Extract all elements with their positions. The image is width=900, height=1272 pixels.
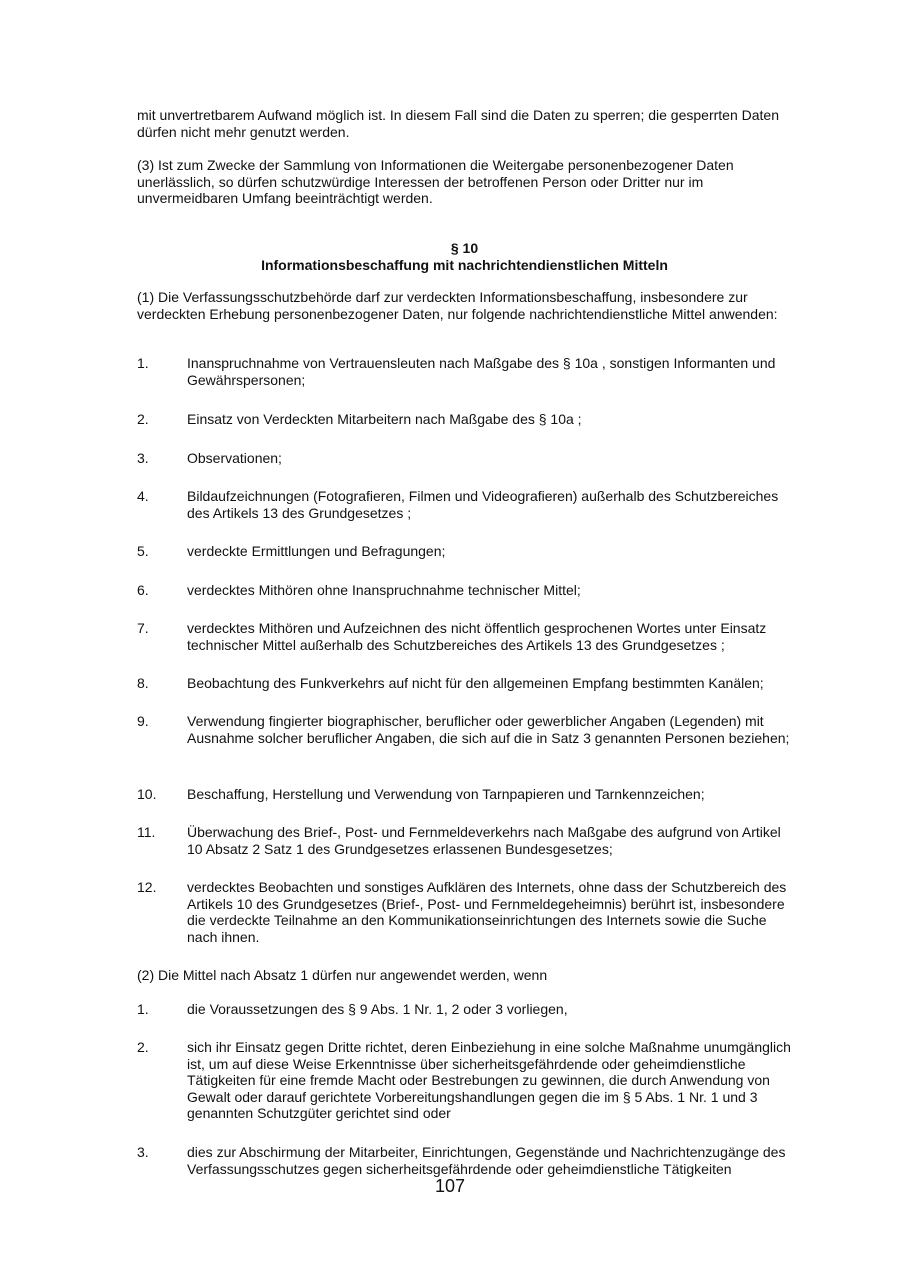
list-item-number: 11.	[137, 824, 156, 840]
list-item-number: 3.	[137, 450, 149, 466]
list-item-number: 7.	[137, 620, 149, 636]
list-item-text: Bildaufzeichnungen (Fotografieren, Filmen und Videografieren) außerhalb des Schutzbereiches des Artikels 13 des Grundgesetzes ;	[187, 488, 779, 521]
list-item-number: 8.	[137, 675, 149, 691]
list-item-number: 6.	[137, 582, 149, 598]
list-item-text: Beschaffung, Herstellung und Verwendung von Tarnpapieren und Tarnkennzeichen;	[187, 786, 705, 802]
list-item-number: 9.	[137, 713, 149, 729]
paragraph-1: (1) Die Verfassungsschutzbehörde darf zur verdeckten Informationsbeschaffung, insbesondere zur verdeckten Erhebung personenbezogener Daten, nur folgende nachrichtendienstliche Mittel anwenden:	[137, 289, 778, 322]
list-item-text: Überwachung des Brief-, Post- und Fernmeldeverkehrs nach Maßgabe des aufgrund von Artikel 10 Absatz 2 Satz 1 des Grundgesetzes erlassenen Bundesgesetzes;	[187, 824, 781, 857]
list-item-text: verdecktes Beobachten und sonstiges Aufklären des Internets, ohne dass der Schutzbereich des Artikels 10 des Grundgesetzes (Brief-, Post- und Fernmeldegeheimnis) berührt ist, insbesondere die verdeckte Teilnahme an den Kommunikationseinrichtungen des Internets sowie die Suche nach ihnen.	[187, 879, 787, 945]
list-item-text: verdecktes Mithören ohne Inanspruchnahme technischer Mittel;	[187, 582, 581, 598]
list-item-text: Inanspruchnahme von Vertrauensleuten nach Maßgabe des § 10a , sonstigen Informanten und Gewährspersonen;	[187, 355, 776, 388]
intro-continuation: mit unvertretbarem Aufwand möglich ist. In diesem Fall sind die Daten zu sperren; die gesperrten Daten dürfen nicht mehr genutzt werden.	[137, 107, 779, 140]
list-item-number: 1.	[137, 355, 149, 371]
list-item-number: 2.	[137, 411, 149, 427]
section-title: Informationsbeschaffung mit nachrichtendienstlichen Mitteln	[261, 257, 668, 273]
list-item-text: sich ihr Einsatz gegen Dritte richtet, deren Einbeziehung in eine solche Maßnahme unumgänglich ist, um auf diese Weise Erkenntnisse über sicherheitsgefährdende oder geheimdienstliche Tätigkeiten für eine fremde Macht oder Bestrebungen zu gewinnen, die durch Anwendung von Gewalt oder darauf gerichtete Vorbereitungshandlungen gegen die im § 5 Abs. 1 Nr. 1 und 3 genannten Schutzgüter gerichtet sind oder	[187, 1039, 791, 1121]
list-item-number: 3.	[137, 1144, 149, 1160]
list-item-text: dies zur Abschirmung der Mitarbeiter, Einrichtungen, Gegenstände und Nachrichtenzugänge des Verfassungsschutzes gegen sicherheitsgefährdende oder geheimdienstliche Tätigkeiten	[187, 1144, 786, 1177]
list-item-text: Beobachtung des Funkverkehrs auf nicht für den allgemeinen Empfang bestimmten Kanälen;	[187, 675, 764, 691]
page-number: 107	[434, 1176, 466, 1196]
list-item-text: die Voraussetzungen des § 9 Abs. 1 Nr. 1, 2 oder 3 vorliegen,	[187, 1001, 568, 1017]
list-item-text: Observationen;	[187, 450, 282, 466]
list-item-number: 12.	[137, 879, 157, 895]
paragraph-3: (3) Ist zum Zwecke der Sammlung von Informationen die Weitergabe personenbezogener Daten unerlässlich, so dürfen schutzwürdige Interessen der betroffenen Person oder Dritter nur im unvermeidbaren Umfang beeinträchtigt werden.	[137, 157, 734, 206]
list-item-text: Einsatz von Verdeckten Mitarbeitern nach Maßgabe des § 10a ;	[187, 411, 582, 427]
list-item-number: 2.	[137, 1039, 149, 1055]
list-item-number: 4.	[137, 488, 149, 504]
paragraph-2: (2) Die Mittel nach Absatz 1 dürfen nur angewendet werden, wenn	[137, 967, 548, 983]
list-item-number: 5.	[137, 543, 149, 559]
list-item-number: 1.	[137, 1001, 149, 1017]
list-item-text: verdeckte Ermittlungen und Befragungen;	[187, 543, 446, 559]
list-item-text: verdecktes Mithören und Aufzeichnen des nicht öffentlich gesprochenen Wortes unter Einsatz technischer Mittel außerhalb des Schutzbereiches des Artikels 13 des Grundgesetzes ;	[187, 620, 767, 653]
section-number: § 10	[450, 240, 479, 256]
list-item-text: Verwendung fingierter biographischer, beruflicher oder gewerblicher Angaben (Legenden) mit Ausnahme solcher beruflicher Angaben, die sich auf die in Satz 3 genannten Personen beziehen;	[187, 713, 790, 746]
list-item-number: 10.	[137, 786, 157, 802]
